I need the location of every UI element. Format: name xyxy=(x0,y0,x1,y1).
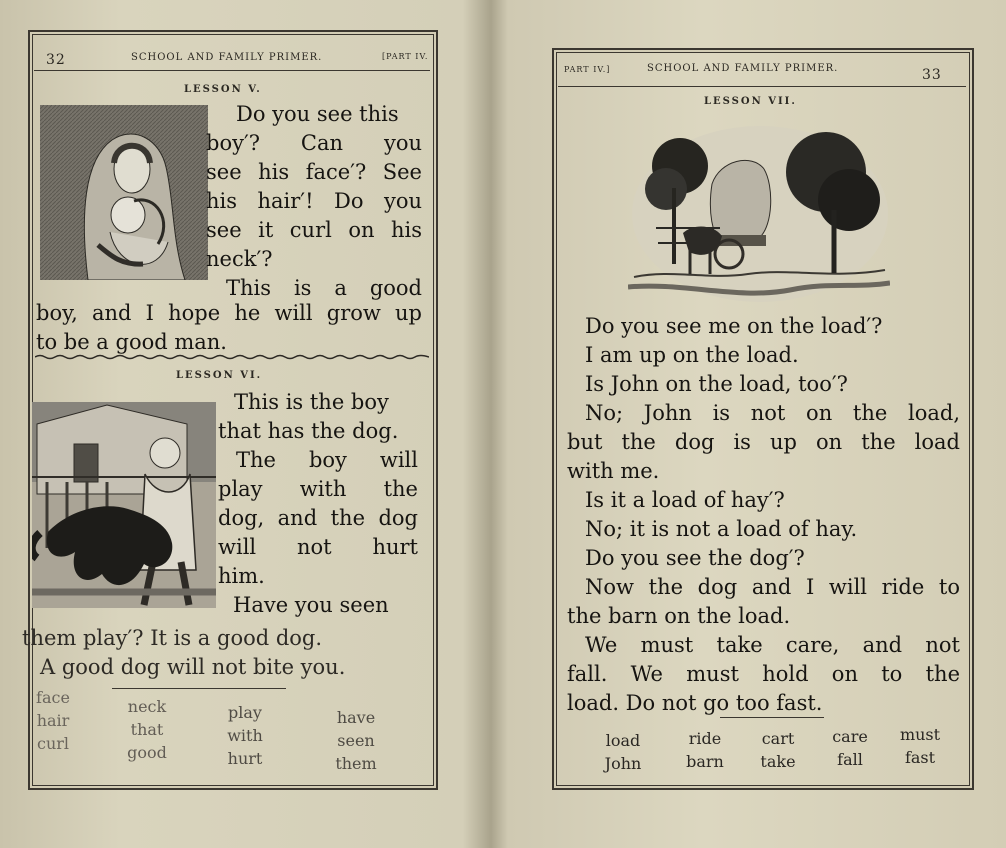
lesson-7-line-12: We must take care, and not xyxy=(585,633,960,657)
left-word-hair: hair xyxy=(36,711,70,730)
lesson-7-line-14: load. Do not go too fast. xyxy=(567,691,823,715)
left-word-seen: seen xyxy=(337,731,375,750)
hay-cart-illustration xyxy=(628,122,890,304)
right-word-column-4 xyxy=(822,725,878,771)
lesson-5-line-6: neck′? xyxy=(206,247,273,271)
left-word-column-1 xyxy=(28,686,78,755)
lesson-5-line-3: see his face′? See xyxy=(206,160,422,184)
lesson-7-text xyxy=(567,312,960,718)
right-word-barn: barn xyxy=(686,752,724,771)
lesson-7-line-13: fall. We must hold on to the xyxy=(567,662,960,686)
right-word-ride: ride xyxy=(688,729,722,748)
lesson-7-line-10: Now the dog and I will ride to xyxy=(585,575,960,599)
lesson-6-full-text xyxy=(22,624,416,682)
right-word-column-2 xyxy=(676,727,734,773)
lesson-6-wrapped-text xyxy=(218,388,418,620)
lesson-6-line-6: will not hurt xyxy=(218,535,418,559)
lesson-7-line-1: Do you see me on the load′? xyxy=(585,314,883,338)
right-word-fast: fast xyxy=(904,748,936,767)
lesson-5-line-1: Do you see this xyxy=(236,102,399,126)
left-word-good: good xyxy=(127,743,167,762)
left-word-face: face xyxy=(36,688,70,707)
lesson-7-line-11: the barn on the load. xyxy=(567,604,791,628)
right-word-column-3 xyxy=(748,727,808,773)
lesson-6-line-2: that has the dog. xyxy=(218,419,399,443)
right-word-load: load xyxy=(605,731,641,750)
lesson-6-line-7: him. xyxy=(218,564,265,588)
lesson-7-line-3: Is John on the load, too′? xyxy=(585,372,848,396)
lesson-7-line-7: Is it a load of hay′? xyxy=(585,488,785,512)
lesson-6-line-3: The boy will xyxy=(236,448,418,472)
lesson-divider xyxy=(35,354,429,360)
lesson-6-line-10: A good dog will not bite you. xyxy=(40,655,346,679)
lesson-5-line-9: to be a good man. xyxy=(36,330,227,354)
right-word-take: take xyxy=(760,752,796,771)
lesson-7-line-5: but the dog is up on the load xyxy=(567,430,960,454)
lesson-6-line-4: play with the xyxy=(218,477,418,501)
right-word-john: John xyxy=(604,754,642,773)
right-word-column-5 xyxy=(892,723,948,769)
right-word-cart: cart xyxy=(761,729,795,748)
right-page-number: 33 xyxy=(922,67,942,83)
left-part-label: [PART IV. xyxy=(382,52,429,61)
left-page xyxy=(22,30,438,790)
left-word-them: them xyxy=(335,754,377,773)
lesson-7-title: LESSON VII. xyxy=(704,96,797,107)
right-word-column-1 xyxy=(594,729,652,775)
right-word-list-rule xyxy=(720,717,824,718)
lesson-5-line-5: see it curl on his xyxy=(206,218,422,242)
left-word-curl: curl xyxy=(36,734,70,753)
lesson-7-line-4: No; John is not on the load, xyxy=(585,401,960,425)
lesson-5-title: LESSON V. xyxy=(184,84,262,95)
right-word-must: must xyxy=(899,725,941,744)
left-header-rule xyxy=(34,70,430,71)
lesson-5-wrapped-text xyxy=(206,100,422,303)
boy-dog-illustration xyxy=(32,402,216,608)
lesson-6-title: LESSON VI. xyxy=(176,370,263,381)
lesson-6-line-9: them play′? It is a good dog. xyxy=(22,626,323,650)
left-word-column-3 xyxy=(212,701,278,770)
left-word-column-2 xyxy=(116,695,178,764)
lesson-7-line-9: Do you see the dog′? xyxy=(585,546,805,570)
lesson-5-full-text xyxy=(36,299,422,357)
right-word-care: care xyxy=(832,727,868,746)
lesson-7-line-8: No; it is not a load of hay. xyxy=(585,517,858,541)
lesson-7-line-2: I am up on the load. xyxy=(585,343,799,367)
left-word-neck: neck xyxy=(127,697,167,716)
left-word-hurt: hurt xyxy=(227,749,263,768)
mother-child-illustration xyxy=(40,105,208,280)
lesson-5-line-2: boy′? Can you xyxy=(206,131,422,155)
right-word-fall: fall xyxy=(837,750,863,769)
left-word-that: that xyxy=(130,720,164,739)
lesson-5-line-7: This is a good xyxy=(226,276,422,300)
lesson-5-line-4: his hair′! Do you xyxy=(206,189,422,213)
left-word-column-4 xyxy=(324,706,388,775)
right-part-label: PART IV.] xyxy=(564,65,611,74)
lesson-6-line-8: Have you seen xyxy=(233,593,389,617)
lesson-6-line-1: This is the boy xyxy=(234,390,389,414)
right-header-rule xyxy=(558,86,966,87)
left-running-title: SCHOOL AND FAMILY PRIMER. xyxy=(131,52,323,63)
left-word-with: with xyxy=(227,726,263,745)
lesson-5-line-8: boy, and I hope he will grow up xyxy=(36,301,422,325)
left-word-list-rule xyxy=(112,688,286,689)
lesson-6-line-5: dog, and the dog xyxy=(218,506,418,530)
left-word-have: have xyxy=(336,708,376,727)
lesson-7-line-6: with me. xyxy=(567,459,660,483)
left-word-play: play xyxy=(228,703,262,722)
right-page xyxy=(552,48,974,790)
right-running-title: SCHOOL AND FAMILY PRIMER. xyxy=(647,63,839,74)
left-page-number: 32 xyxy=(46,52,66,68)
